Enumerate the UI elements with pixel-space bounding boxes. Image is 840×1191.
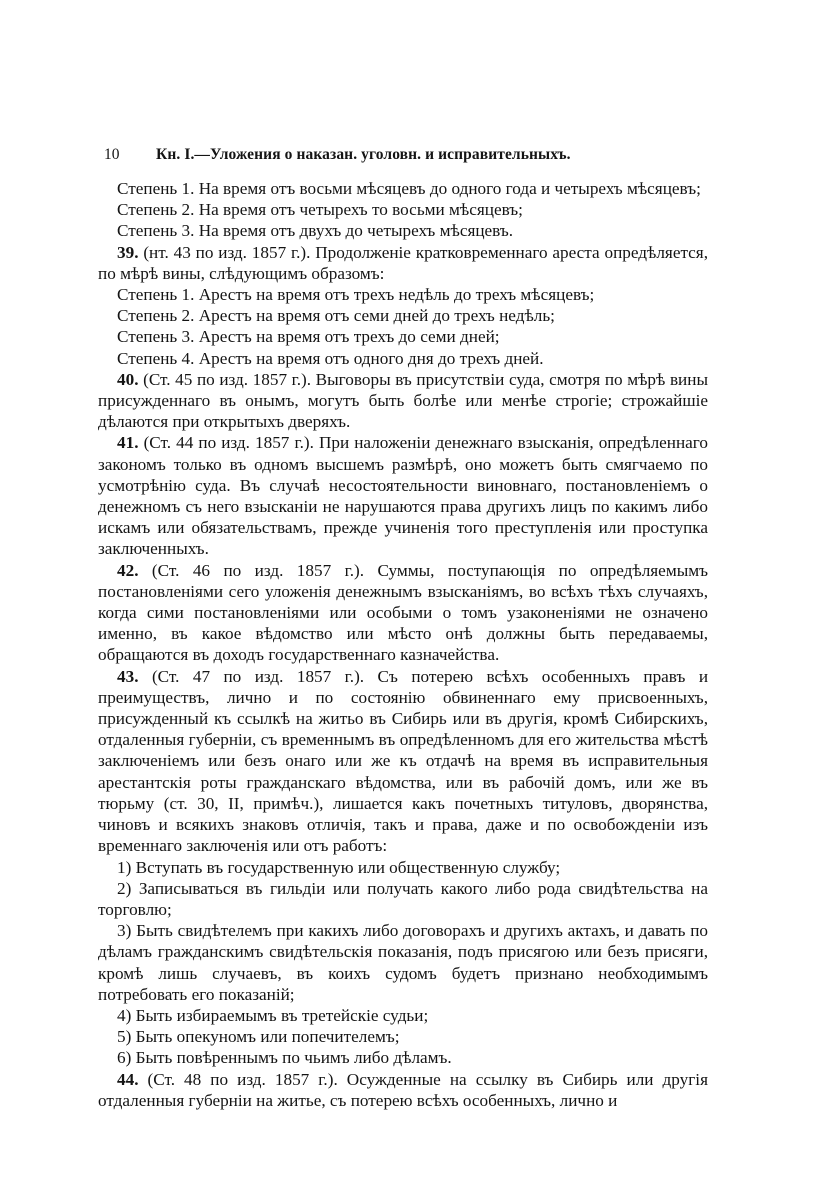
article-paragraph xyxy=(98,369,708,433)
paragraph-text: 5) Быть опекуномъ или попечителемъ; xyxy=(117,1027,400,1047)
clause-paragraph xyxy=(98,178,708,199)
article-number: 39. xyxy=(117,242,139,262)
paragraph-text: 2) Записываться въ гильдіи или получать какого либо рода свидѣтельства на торговлю; xyxy=(98,878,708,919)
clause-paragraph xyxy=(98,920,708,1005)
paragraph-text: Степень 3. Арестъ на время отъ трехъ до семи дней; xyxy=(117,327,500,347)
article-paragraph xyxy=(98,1069,708,1111)
article-number: 40. xyxy=(117,369,139,389)
paragraph-text: 6) Быть повѣреннымъ по чьимъ либо дѣламъ. xyxy=(117,1048,452,1068)
article-paragraph xyxy=(98,666,708,857)
paragraph-text: 3) Быть свидѣтелемъ при какихъ либо договорахъ и другихъ актахъ, и давать по дѣламъ гражданскимъ свидѣтельскія показанія, подъ присягою или безъ присяги, кромѣ лишь случаевъ, въ коихъ судомъ будетъ признано необходимымъ потребовать его показаній; xyxy=(98,921,708,1004)
paragraph-text: (Ст. 45 по изд. 1857 г.). Выговоры въ присутствіи суда, смотря по мѣрѣ вины присужденнаго въ онымъ, могутъ быть болѣе или менѣе строгіе; строжайшіе дѣлаются при открытыхъ дверяхъ. xyxy=(98,369,709,432)
paragraph-text: Степень 1. Арестъ на время отъ трехъ недѣль до трехъ мѣсяцевъ; xyxy=(117,285,595,305)
clause-paragraph xyxy=(98,305,708,326)
page-number: 10 xyxy=(104,146,120,163)
paragraph-text: (нт. 43 по изд. 1857 г.). Продолженіе кратковременнаго ареста опредѣляется, по мѣрѣ вины, слѣдующимъ образомъ: xyxy=(98,242,709,283)
page-body xyxy=(98,178,708,1111)
article-number: 41. xyxy=(117,433,139,453)
paragraph-text: Степень 2. Арестъ на время отъ семи дней до трехъ недѣль; xyxy=(117,306,555,326)
clause-paragraph xyxy=(98,857,708,878)
article-paragraph xyxy=(98,560,708,666)
paragraph-text: Степень 2. На время отъ четырехъ то восьми мѣсяцевъ; xyxy=(117,200,523,220)
clause-paragraph xyxy=(98,284,708,305)
paragraph-text: Степень 4. Арестъ на время отъ одного дня до трехъ дней. xyxy=(117,348,544,368)
clause-paragraph xyxy=(98,1026,708,1047)
paragraph-text: (Ст. 44 по изд. 1857 г.). При наложеніи денежнаго взысканія, опредѣленнаго закономъ только въ одномъ высшемъ размѣрѣ, оно можетъ быть смягчаемо по усмотрѣнію суда. Въ случаѣ несостоятельности виновнаго, постановленіемъ о денежномъ съ него взысканіи не нарушаются права другихъ лицъ по какимъ либо искамъ или обязательствамъ, прежде учиненія того преступленія или проступка заключенныхъ. xyxy=(98,433,709,559)
page-header xyxy=(104,146,664,164)
clause-paragraph xyxy=(98,220,708,241)
clause-paragraph xyxy=(98,1047,708,1068)
clause-paragraph xyxy=(98,878,708,920)
paragraph-text: (Ст. 46 по изд. 1857 г.). Суммы, поступающія по опредѣляемымъ постановленіями сего уложенія денежнымъ взысканіямъ, во всѣхъ тѣхъ случаяхъ, когда сими постановленіями или особыми о томъ узаконеніями не означено именно, въ какое вѣдомство или мѣсто онѣ должны быть передаваемы, обращаются въ доходъ государственнаго казначейства. xyxy=(98,560,709,665)
article-paragraph xyxy=(98,242,708,284)
article-number: 44. xyxy=(117,1069,139,1089)
running-title: Кн. I.—Уложения о наказан. уголовн. и исправительныхъ. xyxy=(156,146,571,163)
clause-paragraph xyxy=(98,199,708,220)
paragraph-text: (Ст. 47 по изд. 1857 г.). Съ потерею всѣхъ особенныхъ правъ и преимуществъ, лично и по состоянію обвиненнаго ему присвоенныхъ, присужденный къ ссылкѣ на житьо въ Сибирь или въ другія, кромѣ Сибирскихъ, отдаленныя губерніи, съ временнымъ въ опредѣленномъ для его жительства мѣстѣ заключеніемъ или безъ онаго или же къ отдачѣ на время въ исправительныя арестантскія роты гражданскаго вѣдомства, или въ рабочій домъ, или же въ тюрьму (ст. 30, II, примѣч.), лишается какъ почетныхъ титуловъ, дворянства, чиновъ и всякихъ знаковъ отличія, такъ и права, даже и по освобожденіи изъ временнаго заключенія или отъ работъ: xyxy=(98,666,709,856)
clause-paragraph xyxy=(98,326,708,347)
article-number: 43. xyxy=(117,666,139,686)
article-number: 42. xyxy=(117,560,139,580)
clause-paragraph xyxy=(98,348,708,369)
paragraph-text: Степень 1. На время отъ восьми мѣсяцевъ до одного года и четырехъ мѣсяцевъ; xyxy=(117,179,701,198)
article-paragraph xyxy=(98,432,708,559)
paragraph-text: 1) Вступать въ государственную или общественную службу; xyxy=(117,857,561,877)
paragraph-text: (Ст. 48 по изд. 1857 г.). Осужденные на ссылку въ Сибирь или другія отдаленныя губерніи на житье, съ потерею всѣхъ особенныхъ, лично и xyxy=(98,1069,708,1110)
clause-paragraph xyxy=(98,1005,708,1026)
paragraph-text: Степень 3. На время отъ двухъ до четырехъ мѣсяцевъ. xyxy=(117,221,514,241)
paragraph-text: 4) Быть избираемымъ въ третейскіе судьи; xyxy=(117,1005,429,1025)
